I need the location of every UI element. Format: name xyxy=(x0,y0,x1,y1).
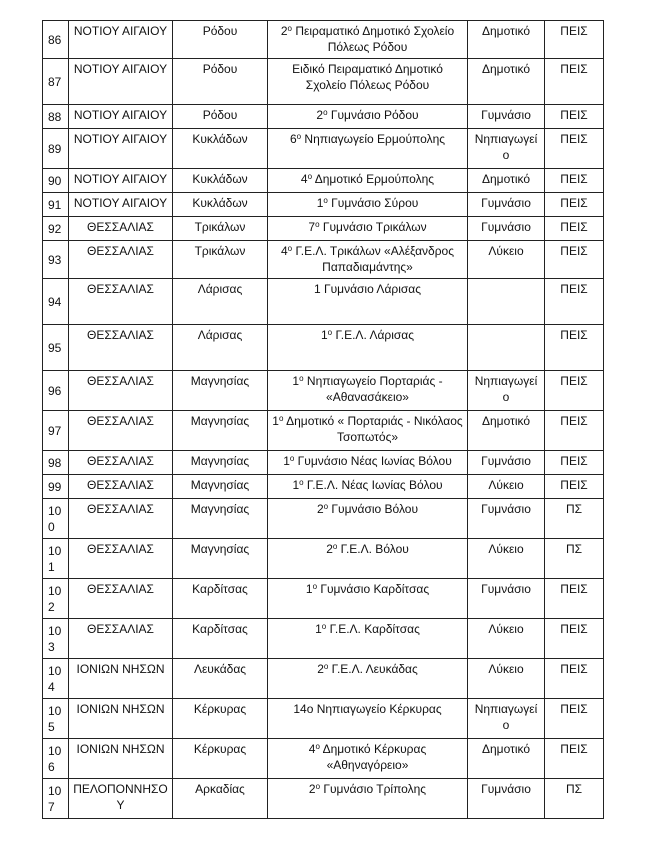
table-row xyxy=(43,217,604,241)
row-number: 93 xyxy=(43,241,69,279)
type-cell: ΠΕΙΣ xyxy=(545,129,604,169)
row-number xyxy=(43,579,69,619)
area-cell: Καρδίτσας xyxy=(173,579,268,619)
school-ordinal: 1 xyxy=(283,454,290,468)
region-cell: ΘΕΣΣΑΛΙΑΣ xyxy=(69,241,173,279)
level-cell: Δημοτικό xyxy=(468,739,545,779)
region-cell: ΘΕΣΣΑΛΙΑΣ xyxy=(69,619,173,659)
row-number xyxy=(43,539,69,579)
school-ordinal-suffix: ο xyxy=(327,328,333,337)
row-number: 92 xyxy=(43,217,69,241)
school-ordinal-suffix: ο xyxy=(321,622,327,631)
school-cell xyxy=(268,739,468,779)
type-cell: ΠΕΙΣ xyxy=(545,371,604,411)
table-row xyxy=(43,169,604,193)
row-number-part: 10 xyxy=(48,543,62,558)
level-cell: Γυμνάσιο xyxy=(468,105,545,129)
row-number-part: 10 xyxy=(48,503,62,518)
area-cell: Αρκαδίας xyxy=(173,779,268,819)
region-cell: ΘΕΣΣΑΛΙΑΣ xyxy=(69,217,173,241)
school-cell xyxy=(268,371,468,411)
type-cell: ΠΕΙΣ xyxy=(545,699,604,739)
region-cell: ΘΕΣΣΑΛΙΑΣ xyxy=(69,579,173,619)
type-cell: ΠΕΙΣ xyxy=(545,579,604,619)
row-number-part: 10 xyxy=(48,783,62,798)
type-cell: ΠΕΙΣ xyxy=(545,241,604,279)
school-cell xyxy=(268,779,468,819)
area-cell: Τρικάλων xyxy=(173,217,268,241)
table-row xyxy=(43,579,604,619)
school-cell xyxy=(268,325,468,371)
school-ordinal: 1 xyxy=(292,374,300,388)
school-cell xyxy=(268,21,468,59)
type-cell: ΠΣ xyxy=(545,499,604,539)
school-ordinal: 2 xyxy=(316,502,324,516)
table-row xyxy=(43,59,604,105)
school-cell xyxy=(268,451,468,475)
school-cell xyxy=(268,475,468,499)
row-number-part: 10 xyxy=(48,623,62,638)
table-row xyxy=(43,129,604,169)
level-cell: Νηπιαγωγεί ο xyxy=(468,129,545,169)
school-cell xyxy=(268,129,468,169)
school-name: Νηπιαγωγείο Πορταριάς - «Αθανασάκειο» xyxy=(303,374,443,404)
table-row xyxy=(43,241,604,279)
table-row xyxy=(43,475,604,499)
row-number-part: 1 xyxy=(48,559,55,574)
school-ordinal-suffix: ο xyxy=(323,196,328,205)
table-row xyxy=(43,279,604,325)
school-ordinal-suffix: ο xyxy=(323,502,329,511)
region-cell: ΝΟΤΙΟΥ ΑΙΓΑΙΟΥ xyxy=(69,21,173,59)
level-cell: Δημοτικό xyxy=(468,59,545,105)
area-cell: Ρόδου xyxy=(173,59,268,105)
school-cell xyxy=(268,217,468,241)
region-cell: ΠΕΛΟΠΟΝΝΗΣΟ Υ xyxy=(69,779,173,819)
row-number: 90 xyxy=(43,169,69,193)
table-row xyxy=(43,539,604,579)
school-ordinal: 2 xyxy=(280,24,288,38)
row-number-part: 10 xyxy=(48,663,62,678)
school-ordinal: 2 xyxy=(316,108,324,122)
school-ordinal-suffix: ο xyxy=(323,662,329,671)
school-name: Γ.Ε.Λ. Βόλου xyxy=(337,542,409,556)
school-ordinal: 6 xyxy=(289,132,297,146)
school-cell xyxy=(268,619,468,659)
area-cell: Μαγνησίας xyxy=(173,499,268,539)
region-cell: ΝΟΤΙΟΥ ΑΙΓΑΙΟΥ xyxy=(69,59,173,105)
area-cell: Κυκλάδων xyxy=(173,193,268,217)
level-cell: Δημοτικό xyxy=(468,169,545,193)
region-cell: ΝΟΤΙΟΥ ΑΙΓΑΙΟΥ xyxy=(69,129,173,169)
school-name: Δημοτικό Ερμούπολης xyxy=(312,172,435,186)
level-cell: Γυμνάσιο xyxy=(468,217,545,241)
school-cell xyxy=(268,579,468,619)
school-cell xyxy=(268,411,468,451)
type-cell: ΠΕΙΣ xyxy=(545,659,604,699)
type-cell: ΠΣ xyxy=(545,539,604,579)
table-row xyxy=(43,451,604,475)
row-number xyxy=(43,699,69,739)
level-cell: Λύκειο xyxy=(468,241,545,279)
level-cell xyxy=(468,279,545,325)
school-cell xyxy=(268,105,468,129)
school-ordinal: 4 xyxy=(280,244,288,258)
row-number xyxy=(43,499,69,539)
table-row xyxy=(43,499,604,539)
school-cell xyxy=(268,241,468,279)
level-cell: Λύκειο xyxy=(468,539,545,579)
area-cell: Κυκλάδων xyxy=(173,129,268,169)
type-cell: ΠΕΙΣ xyxy=(545,279,604,325)
row-number-part: 4 xyxy=(48,679,55,694)
school-ordinal-suffix: ο xyxy=(278,414,284,423)
row-number xyxy=(43,739,69,779)
school-name: 14ο Νηπιαγωγείο Κέρκυρας xyxy=(293,702,442,716)
level-cell: Λύκειο xyxy=(468,475,545,499)
region-cell: ΘΕΣΣΑΛΙΑΣ xyxy=(69,325,173,371)
area-cell: Μαγνησίας xyxy=(173,539,268,579)
table-row xyxy=(43,325,604,371)
school-cell xyxy=(268,499,468,539)
table-row xyxy=(43,779,604,819)
area-cell: Λάρισας xyxy=(173,279,268,325)
row-number-part: 2 xyxy=(48,599,55,614)
table-row xyxy=(43,371,604,411)
type-cell: ΠΕΙΣ xyxy=(545,59,604,105)
row-number-part: 7 xyxy=(48,799,55,814)
row-number: 94 xyxy=(43,279,69,325)
row-number: 91 xyxy=(43,193,69,217)
type-cell: ΠΕΙΣ xyxy=(545,619,604,659)
row-number: 98 xyxy=(43,451,69,475)
row-number-part: 5 xyxy=(48,719,55,734)
area-cell: Μαγνησίας xyxy=(173,475,268,499)
area-cell: Κυκλάδων xyxy=(173,169,268,193)
type-cell: ΠΕΙΣ xyxy=(545,325,604,371)
row-number-part: 10 xyxy=(48,703,62,718)
table-row xyxy=(43,193,604,217)
row-number: 86 xyxy=(43,21,69,59)
region-cell: ΘΕΣΣΑΛΙΑΣ xyxy=(69,279,173,325)
row-number: 95 xyxy=(43,325,69,371)
type-cell: ΠΕΙΣ xyxy=(545,739,604,779)
schools-table xyxy=(42,20,604,819)
school-name: Γυμνάσιο Καρδίτσας xyxy=(317,582,430,596)
school-ordinal-suffix: ο xyxy=(307,172,313,181)
row-number: 96 xyxy=(43,371,69,411)
region-cell: ΝΟΤΙΟΥ ΑΙΓΑΙΟΥ xyxy=(69,105,173,129)
school-name: Πειραματικό Δημοτικό Σχολείο Πόλεως Ρόδου xyxy=(292,24,455,54)
row-number-part: 6 xyxy=(48,759,55,774)
school-ordinal: 2 xyxy=(308,782,316,796)
school-ordinal: 4 xyxy=(308,742,316,756)
area-cell: Καρδίτσας xyxy=(173,619,268,659)
level-cell: Δημοτικό xyxy=(468,21,545,59)
type-cell: ΠΕΙΣ xyxy=(545,217,604,241)
region-cell: ΙΟΝΙΩΝ ΝΗΣΩΝ xyxy=(69,739,173,779)
row-number: 89 xyxy=(43,129,69,169)
type-cell: ΠΕΙΣ xyxy=(545,411,604,451)
school-name: Γυμνάσιο Βόλου xyxy=(328,502,419,516)
school-name: Γυμνάσιο Σύρου xyxy=(327,196,419,210)
row-number-part: 0 xyxy=(48,519,55,534)
school-name: Γ.Ε.Λ. Λευκάδας xyxy=(328,662,418,676)
school-ordinal-suffix: ο xyxy=(299,478,304,487)
row-number: 87 xyxy=(43,59,69,105)
type-cell: ΠΕΙΣ xyxy=(545,169,604,193)
type-cell: ΠΕΙΣ xyxy=(545,451,604,475)
type-cell: ΠΣ xyxy=(545,779,604,819)
school-ordinal-suffix: ο xyxy=(315,742,320,751)
school-ordinal-suffix: ο xyxy=(287,24,292,33)
school-name: Δημοτικό Κέρκυρας «Αθηναγόρειο» xyxy=(319,742,427,772)
school-name: Δημοτικό « Πορταριάς - Νικόλαος Τσοπωτός» xyxy=(283,414,463,444)
type-cell: ΠΕΙΣ xyxy=(545,21,604,59)
school-ordinal: 4 xyxy=(300,172,308,186)
level-cell: Νηπιαγωγεί ο xyxy=(468,699,545,739)
type-cell: ΠΕΙΣ xyxy=(545,475,604,499)
level-cell: Δημοτικό xyxy=(468,411,545,451)
school-ordinal-suffix: ο xyxy=(299,374,304,383)
school-cell xyxy=(268,279,468,325)
table-row xyxy=(43,739,604,779)
area-cell: Μαγνησίας xyxy=(173,451,268,475)
schools-table-body xyxy=(43,21,604,819)
row-number-part: 10 xyxy=(48,583,62,598)
row-number xyxy=(43,619,69,659)
school-name: Γ.Ε.Λ. Καρδίτσας xyxy=(326,622,420,636)
school-cell xyxy=(268,59,468,105)
area-cell: Λευκάδας xyxy=(173,659,268,699)
area-cell: Μαγνησίας xyxy=(173,371,268,411)
row-number: 88 xyxy=(43,105,69,129)
school-name: Γ.Ε.Λ. Λάρισας xyxy=(332,328,415,342)
school-cell xyxy=(268,169,468,193)
level-cell: Γυμνάσιο xyxy=(468,779,545,819)
table-row xyxy=(43,411,604,451)
school-ordinal-suffix: ο xyxy=(315,782,321,791)
area-cell: Ρόδου xyxy=(173,21,268,59)
region-cell: ΘΕΣΣΑΛΙΑΣ xyxy=(69,371,173,411)
school-ordinal: 1 xyxy=(315,622,322,636)
school-name: Γ.Ε.Λ. Νέας Ιωνίας Βόλου xyxy=(303,478,443,492)
school-cell xyxy=(268,193,468,217)
area-cell: Λάρισας xyxy=(173,325,268,371)
school-cell xyxy=(268,659,468,699)
school-ordinal: 2 xyxy=(326,542,333,556)
row-number xyxy=(43,659,69,699)
region-cell: ΘΕΣΣΑΛΙΑΣ xyxy=(69,451,173,475)
school-ordinal-suffix: ο xyxy=(315,220,320,229)
level-cell: Γυμνάσιο xyxy=(468,193,545,217)
school-name: Γυμνάσιο Τρίπολης xyxy=(320,782,427,796)
school-ordinal: 1 xyxy=(272,414,279,428)
area-cell: Κέρκυρας xyxy=(173,699,268,739)
school-ordinal: 1 xyxy=(292,478,300,492)
region-cell: ΘΕΣΣΑΛΙΑΣ xyxy=(69,539,173,579)
school-name: Γυμνάσιο Ρόδου xyxy=(327,108,419,122)
school-ordinal-suffix: ο xyxy=(312,582,318,591)
region-cell: ΘΕΣΣΑΛΙΑΣ xyxy=(69,499,173,539)
row-number-part: 10 xyxy=(48,743,62,758)
table-row xyxy=(43,699,604,739)
level-cell xyxy=(468,325,545,371)
row-number xyxy=(43,779,69,819)
table-row xyxy=(43,21,604,59)
school-ordinal: 2 xyxy=(317,662,324,676)
school-name: Γυμνάσιο Νέας Ιωνίας Βόλου xyxy=(294,454,452,468)
level-cell: Γυμνάσιο xyxy=(468,579,545,619)
school-ordinal-suffix: ο xyxy=(323,108,328,117)
region-cell: ΝΟΤΙΟΥ ΑΙΓΑΙΟΥ xyxy=(69,193,173,217)
school-cell xyxy=(268,699,468,739)
school-name: Ειδικό Πειραματικό Δημοτικό Σχολείο Πόλεως Ρόδου xyxy=(292,62,443,92)
row-number-part: 3 xyxy=(48,639,55,654)
region-cell: ΝΟΤΙΟΥ ΑΙΓΑΙΟΥ xyxy=(69,169,173,193)
area-cell: Τρικάλων xyxy=(173,241,268,279)
region-cell: ΙΟΝΙΩΝ ΝΗΣΩΝ xyxy=(69,659,173,699)
level-cell: Γυμνάσιο xyxy=(468,451,545,475)
school-ordinal: 1 xyxy=(305,582,313,596)
school-name: 1 Γυμνάσιο Λάρισας xyxy=(313,282,422,296)
table-row xyxy=(43,619,604,659)
row-number: 99 xyxy=(43,475,69,499)
school-ordinal: 1 xyxy=(316,196,324,210)
row-number: 97 xyxy=(43,411,69,451)
type-cell: ΠΕΙΣ xyxy=(545,105,604,129)
region-cell: ΙΟΝΙΩΝ ΝΗΣΩΝ xyxy=(69,699,173,739)
level-cell: Λύκειο xyxy=(468,659,545,699)
school-name: Νηπιαγωγείο Ερμούπολης xyxy=(301,132,446,146)
school-name: Γ.Ε.Λ. Τρικάλων «Αλέξανδρος Παπαδιαμάντης» xyxy=(292,244,455,274)
area-cell: Ρόδου xyxy=(173,105,268,129)
school-ordinal-suffix: ο xyxy=(332,542,338,551)
area-cell: Κέρκυρας xyxy=(173,739,268,779)
school-ordinal-suffix: ο xyxy=(287,244,293,253)
region-cell: ΘΕΣΣΑΛΙΑΣ xyxy=(69,475,173,499)
level-cell: Γυμνάσιο xyxy=(468,499,545,539)
table-row xyxy=(43,659,604,699)
school-ordinal: 7 xyxy=(308,220,316,234)
type-cell: ΠΕΙΣ xyxy=(545,193,604,217)
school-ordinal-suffix: ο xyxy=(289,454,295,463)
region-cell: ΘΕΣΣΑΛΙΑΣ xyxy=(69,411,173,451)
school-cell xyxy=(268,539,468,579)
area-cell: Μαγνησίας xyxy=(173,411,268,451)
school-name: Γυμνάσιο Τρικάλων xyxy=(319,220,427,234)
school-ordinal: 1 xyxy=(320,328,328,342)
level-cell: Νηπιαγωγεί ο xyxy=(468,371,545,411)
school-ordinal-suffix: ο xyxy=(296,132,302,141)
table-row xyxy=(43,105,604,129)
level-cell: Λύκειο xyxy=(468,619,545,659)
